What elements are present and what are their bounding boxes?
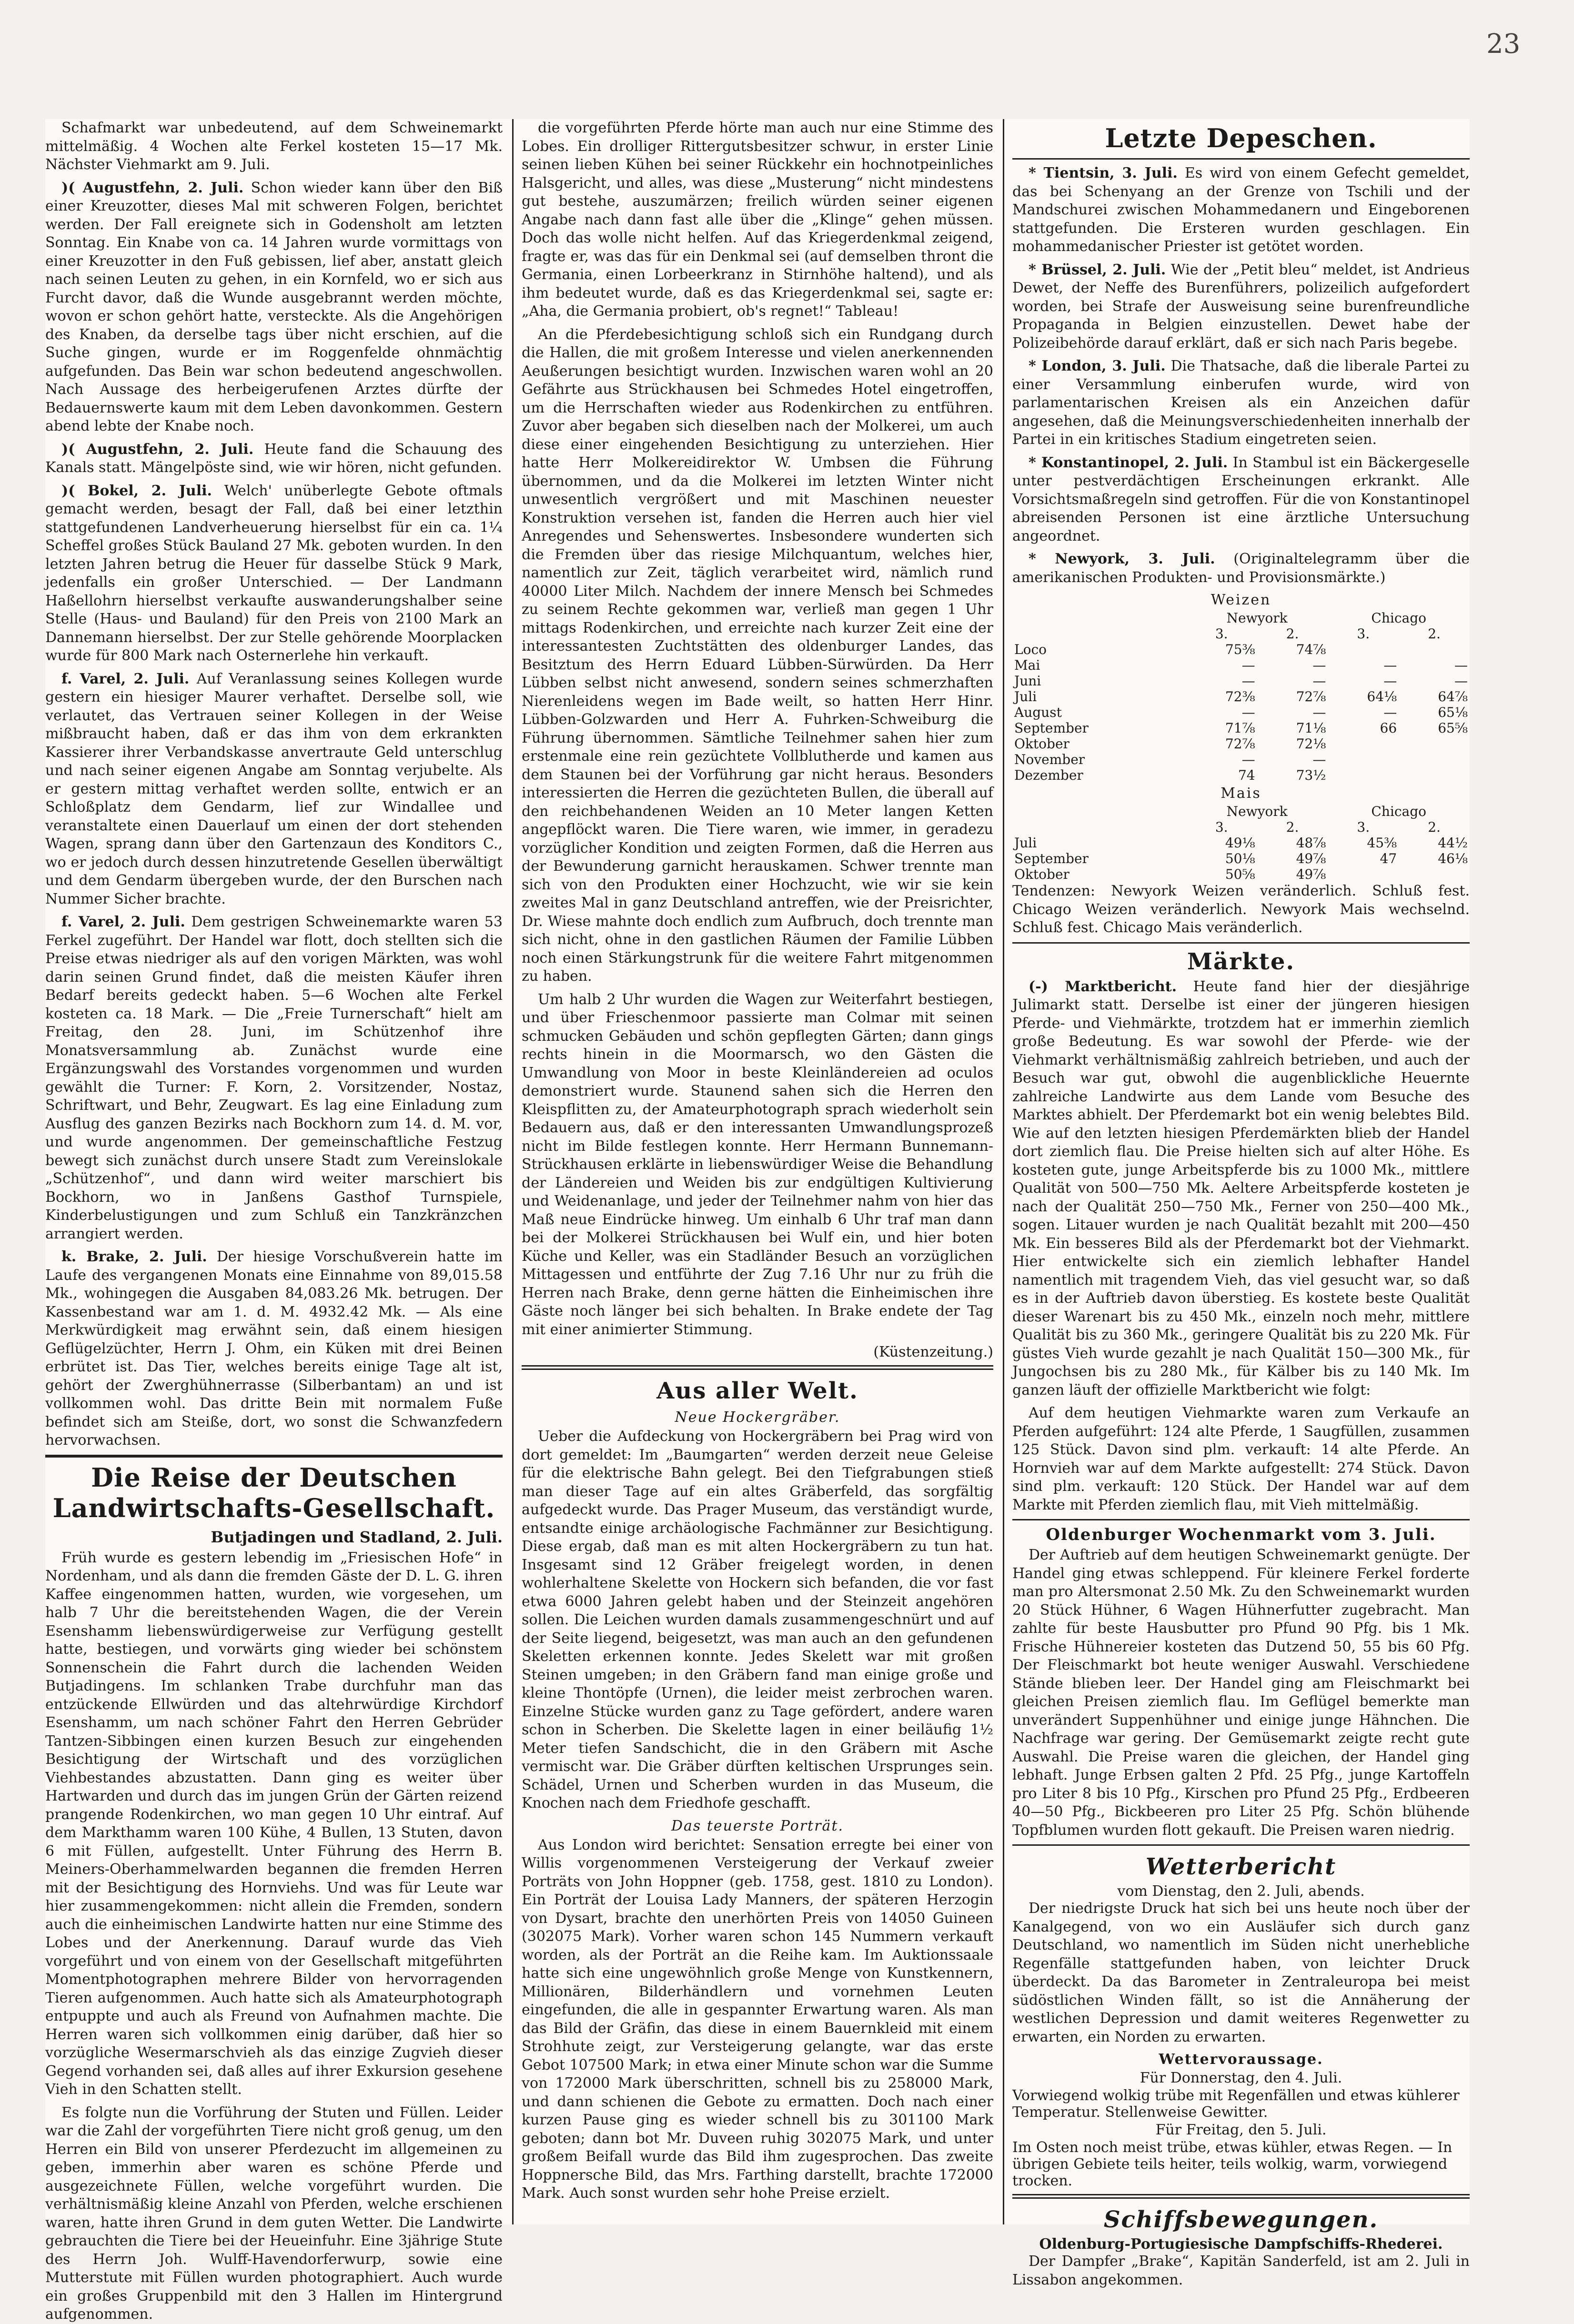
shipping-company: Oldenburg-Portugiesische Dampfschiffs-Rhederei. bbox=[1039, 2236, 1443, 2253]
forecast-line: Vorwiegend wolkig trübe mit Regenfällen und etwas kühlerer Temperatur. Stellenweise Gewitter. bbox=[1012, 2087, 1460, 2121]
column-rule bbox=[512, 119, 514, 2224]
month-label: Juni bbox=[1014, 673, 1041, 689]
column-rule bbox=[1003, 119, 1004, 2224]
section-title-dispatches: Letzte Depeschen. bbox=[1105, 123, 1377, 153]
price-cell: — bbox=[1241, 657, 1255, 673]
price-cell: 49⅛ bbox=[1225, 835, 1255, 851]
article-text: Es wird von einem Gefecht gemeldet, das bei Schenyang an der Grenze von Tschili und der Mandschurei zwischen Mohammedanern und Eingeborenen stattgefunden. Die Ersteren wurden geschlagen. Ein mohammedanischer Priester ist getötet worden. bbox=[1012, 165, 1470, 255]
price-cell: 47 bbox=[1380, 851, 1397, 866]
price-cell: 45⅜ bbox=[1367, 835, 1397, 851]
forecast-line: Für Freitag, den 5. Juli. bbox=[1155, 2122, 1327, 2138]
city-header: Newyork bbox=[1226, 610, 1288, 626]
price-cell bbox=[1328, 866, 1399, 882]
month-label: Loco bbox=[1014, 642, 1047, 657]
column-3 bbox=[1012, 119, 1470, 2288]
weather-date: vom Dienstag, den 2. Juli, abends. bbox=[1117, 1883, 1365, 1900]
article-text: Schon wieder kann über den Biß einer Kreuzotter, dieses Mal mit schweren Folgen, berichtet werden. Der Fall ereignete sich in Godensholt am letzten Sonntag. Ein Knabe von ca. 14 Jahren wurde vormittags von einer Kreuzotter in den Fuß gebissen, lief aber, anstatt gleich nach seinen Leuten zu gehen, in ein Kornfeld, wo er sich aus Furcht davor, daß die Wunde ausgebrannt werden möchte, wovon er schon gehört hatte, versteckte. Als die Angehörigen des Knaben, da derselbe tags über nicht erschien, auf die Suche gingen, wurde er im Roggenfelde ohnmächtig aufgefunden. Das Bein war schon bedeutend angeschwollen. Nach Aussage des herbeigerufenen Arztes dürfte der Bedauernswerte kaum mit dem Leben davonkommen. Gestern abend lebte der Knabe noch. bbox=[45, 179, 503, 434]
price-cell bbox=[1328, 767, 1399, 783]
month-label: Oktober bbox=[1014, 866, 1070, 882]
price-cell: 74 bbox=[1238, 767, 1255, 783]
date-header: 3. bbox=[1357, 626, 1370, 642]
price-cell: — bbox=[1383, 673, 1397, 689]
tendency: Tendenzen: Newyork Weizen veränderlich. Schluß fest. Chicago Weizen veränderlich. Newyork Mais wechselnd. Schluß fest. Chicago Mais veränderlich. bbox=[1012, 883, 1470, 936]
dateline: * Konstantinopel, 2. Juli. bbox=[1029, 454, 1228, 471]
date-header: 3. bbox=[1215, 819, 1228, 835]
table-row bbox=[1012, 752, 1470, 767]
dateline: )( Augustfehn, 2. Juli. bbox=[61, 179, 244, 196]
date-header: 2. bbox=[1286, 626, 1299, 642]
price-cell: 46⅛ bbox=[1438, 851, 1468, 866]
price-cell bbox=[1399, 736, 1470, 752]
article-paragraph bbox=[45, 1549, 503, 2099]
article-text: Die Thatsache, daß die liberale Partei zu einer Versammlung einberufen wurde, wird von parlamentarischen Kreisen als ein Anzeichen dafür angesehen, daß die Meinungsverschiedenheiten innerhalb der Partei in ein kritisches Stadium eingetreten seien. bbox=[1012, 358, 1470, 448]
dispatch bbox=[1012, 164, 1470, 256]
divider bbox=[1012, 2194, 1470, 2199]
dateline: f. Varel, 2. Juli. bbox=[61, 670, 190, 687]
news-item bbox=[45, 441, 503, 477]
divider bbox=[522, 1365, 993, 1370]
weekly-market: Der Auftrieb auf dem heutigen Schweinemarkt genügte. Der Handel ging etwas schleppend. Für kleinere Ferkel forderte man pro Altersmonat 2.50 Mk. Zu den Schweinemarkt wurden 20 Stück Hühner, 6 Wagen Hühnerfutter zugebracht. Man zahlte für beste Hausbutter pro Pfund 90 Pfg. bis 1 Mk. Frische Hühnereier kosteten das Dutzend 50, 55 bis 60 Pfg. Der Fleischmarkt bot heute weniger Auswahl. Verschiedene Stände blieben leer. Der Handel ging am Fleischmarkt bei gleichen Preisen ziemlich flau. Im Geflügel bemerkte man unverändert Suppenhühner und einige junge Hähnchen. Die Nachfrage war gering. Der Gemüsemarkt zeigte recht gute Auswahl. Die Preise waren die gleichen, der Handel ging lebhaft. Junge Erbsen galten 2 Pfd. 25 Pfg., junge Kartoffeln pro Liter 8 bis 10 Pfg., Kirschen pro Pfund 25 Pfg., Erdbeeren 40—50 Pfg., Bickbeeren pro Liter 25 Pfg. Schön blühende Topfblumen wurden flott gekauft. Die Preisen waren niedrig. bbox=[1012, 1547, 1470, 1839]
article-text: Auf Veranlassung seines Kollegen wurde gestern ein hiesiger Maurer verhaftet. Derselbe soll, wie verlautet, das Vertrauen seiner Kollegen in der Weise mißbraucht haben, daß er das ihm von dem erkrankten Kassierer ihrer Verbandskasse anvertraute Geld unterschlug und nach seiner eigenen Angabe am Sonntag verjubelte. Als er gestern mittag verhaftet werden sollte, entwich er an Schloßplatz dem Gendarm, lief zur Windallee und veranstaltete einen Dauerlauf um einen der dort stehenden Wagen, sprang dann über den Gartenzaun des Konditors C., wo er jedoch durch dessen hinzutretende Gesellen überwältigt und dem Gendarm übergeben wurde, der den Burschen nach Nummer Sicher brachte. bbox=[45, 670, 503, 907]
price-cell: — bbox=[1241, 704, 1255, 720]
month-label: November bbox=[1014, 752, 1085, 767]
date-header: 2. bbox=[1428, 819, 1441, 835]
price-cell: — bbox=[1312, 752, 1326, 767]
article-text: Welch' unüberlegte Gebote oftmals gemacht werden, besagt der Fall, daß bei einer letzthin stattgefundenen Landverheuerung hierselbst für ein ca. 1¼ Scheffel großes Stück Bauland 27 Mk. geboten wurden. In den letzten Jahren betrug die Heuer für dasselbe Stück 9 Mark, jedenfalls ein großer Unterschied. — Der Landmann Haßellohrn hierselbst verkaufte auswanderungshalber seine Stelle (Haus- und Bauland) für den Preis von 2100 Mark an Dannemann hierselbst. Der zur Stelle gehörende Moorplacken wurde für 800 Mark nach Osternerlehe hin verkauft. bbox=[45, 482, 503, 664]
price-cell: — bbox=[1241, 752, 1255, 767]
weather-report: Der niedrigste Druck hat sich bei uns heute noch über der Kanalgegend, von wo ein Ausläufer sich durch ganz Deutschland, wo namentlich im Süden nicht unerhebliche Regenfälle stattgefunden haben, von leichter Druck überdeckt. Da das Barometer in Zentraleuropa bei meist südöstlichen Winden fällt, so ist die Annäherung der westlichen Depression und damit weiteres Regenwetter zu erwarten, ein Norden zu erwarten. bbox=[1012, 1900, 1470, 2045]
news-item bbox=[45, 1248, 503, 1450]
section-title-markets: Märkte. bbox=[1187, 948, 1295, 975]
table-row bbox=[1012, 851, 1470, 866]
source-tag: (Küstenzeitung.) bbox=[873, 1344, 993, 1360]
price-cell: 71⅛ bbox=[1296, 720, 1326, 736]
price-cell bbox=[1328, 752, 1399, 767]
shipping-notice: Der Dampfer „Brake“, Kapitän Sanderfeld, ist am 2. Juli in Lissabon angekommen. bbox=[1012, 2253, 1470, 2288]
price-cell: — bbox=[1312, 657, 1326, 673]
story-title-graves: Neue Hockergräber. bbox=[675, 1409, 840, 1426]
article-text: Früh wurde es gestern lebendig im „Friesischen Hofe“ in Nordenham, und als dann die fremden Gäste der D. L. G. ihren Kaffee eingenommen hatten, wurden, wie vorgesehen, um halb 7 Uhr die bereitstehenden Wagen, die der Verein Esenshamm liebenswürdigerweise zur Verfügung gestellt hatte, bestiegen, und vorwärts ging wieder bei schönstem Sonnenschein die Fahrt durch die lachenden Weiden Butjadingens. Im schlanken Trabe durchfuhr man das entzückende Ellwürden und das altehrwürdige Kirchdorf Esenshamm, um nach schöner Fahrt den Herren Gebrüder Tantzen-Sibbingen einen kurzen Besuch zur eingehenden Besichtigung der Wirtschaft und des vorzüglichen Viehbestandes abzustatten. Dann ging es weiter über Hartwarden und durch das im jungen Grün der Gärten reizend prangende Rodenkirchen, wo man gegen 10 Uhr eintraf. Auf dem Markthamm waren 100 Kühe, 4 Bullen, 13 Stuten, davon 6 mit Füllen, aufgestellt. Unter Führung des Herrn B. Meiners-Oberhammelwarden begannen die fremden Herren mit der Besichtigung des Hornviehs. Und was für Leute war hier zusammengekommen: nicht allein die Fremden, sondern auch die einheimischen Landwirte hatten nur eine Stimme des Lobes und der Anerkennung. Darauf wurde das Vieh vorgeführt und von einem von der Gesellschaft mitgeführten Momentphotographen mehrere Bilder von hervorragenden Tieren aufgenommen. Auch hatte sich als Amateurphotograph entpuppte und auch als Freund von Aufnahmen machte. Die Herren waren sich vollkommen einig darüber, daß hier so vorzügliche Wesermarschvieh als das einzige Zugvieh dieser Gegend vorhanden sei, daß alles auf ihrer Exkursion gesehene Vieh in den Schatten stellt. bbox=[45, 1549, 503, 2098]
divider bbox=[1012, 1844, 1470, 1846]
article-text: (Originaltelegramm über die amerikanischen Produkten- und Provisionsmärkte.) bbox=[1012, 551, 1470, 586]
forecast bbox=[1012, 2070, 1470, 2189]
article-text: Auf dem heutigen Viehmarkte waren zum Verkaufe an Pferden aufgeführt: 124 alte Pferde, 1 Saugfüllen, zusammen 125 Stück. Davon sind plm. verkauft: 14 alte Pferde. An Hornvieh war auf dem Markte aufgestellt: 274 Stück. Davon sind plm. verkauft: 120 Stück. Der Handel war auf dem Markte mit Pferden ziemlich flau, mit Vieh mittelmäßig. bbox=[1012, 1405, 1470, 1513]
date-header: 3. bbox=[1357, 819, 1370, 835]
price-cell: 49⅞ bbox=[1296, 851, 1326, 866]
market-reports bbox=[1012, 978, 1470, 1515]
article-text: In Stambul ist ein Bäckergeselle unter pestverdächtigen Erscheinungen erkrankt. Alle Vorsichtsmaßregeln sind getroffen. Für die von Konstantinopel abreisenden Personen ist eine ärztliche Untersuchung angeordnet. bbox=[1012, 454, 1470, 544]
newspaper-page bbox=[45, 119, 1470, 2323]
table-row bbox=[1012, 866, 1470, 882]
forecast-title: Wettervoraussage. bbox=[1159, 2051, 1323, 2068]
month-label: September bbox=[1014, 720, 1089, 736]
article-paragraph bbox=[522, 119, 993, 321]
article-paragraph bbox=[45, 2104, 503, 2324]
dispatch bbox=[1012, 454, 1470, 546]
dispatches bbox=[1012, 164, 1470, 587]
dateline: * Newyork, 3. Juli. bbox=[1029, 551, 1215, 567]
month-label: Juli bbox=[1014, 835, 1037, 851]
forecast-line: Im Osten noch meist trübe, etwas kühler, etwas Regen. — In übrigen Gebiete teils heiter, teils wolkig, warm, vorwiegend trocken. bbox=[1012, 2139, 1453, 2189]
month-label: Oktober bbox=[1014, 736, 1070, 752]
dateline: * Brüssel, 2. Juli. bbox=[1029, 261, 1166, 278]
date-header: 2. bbox=[1428, 626, 1441, 642]
article-text: Schafmarkt war unbedeutend, auf dem Schweinemarkt mittelmäßig. 4 Wochen alte Ferkel kosteten 15—17 Mk. Nächster Viehmarkt am 9. Juli. bbox=[45, 120, 503, 173]
market-report bbox=[1012, 978, 1470, 1400]
price-cell: 49⅞ bbox=[1296, 866, 1326, 882]
section-title-ships: Schiffsbewegungen. bbox=[1103, 2206, 1379, 2233]
column-2 bbox=[522, 119, 993, 2224]
wheat-title: Weizen bbox=[1211, 592, 1271, 608]
market-report bbox=[1012, 1404, 1470, 1514]
price-cell: 74⅞ bbox=[1296, 642, 1326, 657]
article-text: Heute fand hier der diesjährige Julimarkt statt. Derselbe ist einer der jüngeren hiesigen Pferde- und Viehmärkte, trotzdem hat er immerhin ziemlich große Bedeutung. Es war sowohl der Pferde- wie der Viehmarkt verhältnismäßig zahlreich betrieben, und auch der Besuch war gut, obwohl die augenblickliche Heuernte zahlreiche Landwirte aus dem Lande vom Besuche des Marktes abhielt. Der Pferdemarkt bot ein wenig belebtes Bild. Wie auf den letzten hiesigen Pferdemärkten blieb der Handel dort ziemlich flau. Die Preise hielten sich auf alter Höhe. Es kosteten gute, junge Arbeitspferde bis zu 1000 Mk., mittlere Qualität von 500—750 Mk. Aeltere Arbeitspferde kosteten je nach der Qualität 250—750 Mk., Ferner von 250—400 Mk., sogen. Litauer wurden je nach Qualität bezahlt mit 200—450 Mk. Ein besseres Bild als der Pferdemarkt bot der Viehmarkt. Hier entwickelte sich ein ziemlich lebhafter Handel namentlich mit tragendem Vieh, das viel gesucht war, so daß es in der Auftrieb davon überstieg. Es kostete beste Qualität dieser Warenart bis zu 450 Mk., einzeln noch mehr, mittlere Qualität bis zu 360 Mk., geringere Qualität bis zu 220 Mk. Für güstes Vieh wurde gezahlt je nach Qualität 150—300 Mk., für Jungochsen bis zu 280 Mk., für Kälber bis zu 140 Mk. Im ganzen läuft der offizielle Marktbericht wie folgt: bbox=[1012, 978, 1470, 1398]
date-header: 3. bbox=[1215, 626, 1228, 642]
dateline: Butjadingen und Stadland, 2. Juli. bbox=[211, 1528, 503, 1546]
price-cell: — bbox=[1454, 657, 1468, 673]
article-paragraph bbox=[522, 326, 993, 986]
price-cell: 71⅞ bbox=[1225, 720, 1255, 736]
dateline: * Tientsin, 3. Juli. bbox=[1029, 165, 1178, 181]
divider bbox=[1012, 1519, 1470, 1520]
city-header: Chicago bbox=[1371, 804, 1426, 819]
price-cell bbox=[1399, 642, 1470, 657]
price-cell bbox=[1399, 752, 1470, 767]
table-row bbox=[1012, 835, 1470, 851]
table-row bbox=[1012, 767, 1470, 783]
dispatch bbox=[1012, 261, 1470, 353]
price-cell: 66 bbox=[1380, 720, 1397, 736]
story-portrait: Aus London wird berichtet: Sensation erregte bei einer von Willis vorgenommenen Versteigerung der Verkauf zweier Porträts von John Hoppner (geb. 1758, gest. 1810 zu London). Ein Porträt der Louisa Lady Manners, der späteren Herzogin von Dysart, brachte den unerhörten Preis von 14050 Guineen (302075 Mark). Vorher waren schon 145 Nummern verkauft worden, als der Porträt an die Reihe kam. Im Auktionssaale hatte sich eine ungewöhnlich große Menge von Kunstkennern, Millionären, Bilderhändlern und vornehmen Leuten eingefunden, die alle in gespannter Erwartung waren. Als man das Bild der Gräfin, das diese in einem Bauernkleid mit einem Strohhute zeigt, zur Versteigerung gelangte, war das erste Gebot 107500 Mark; in etwa einer Minute schon war die Summe von 172000 Mark überschritten, schnell bis zu 258000 Mark, und dann schienen die Gebote zu ermatten. Doch nach einer kurzen Pause ging es wieder schnell bis zu 301100 Mark geboten; dann bot Mr. Duveen ruhig 302075 Mark, und unter großem Beifall wurde das Bild ihm zugesprochen. Das zweite Hoppnersche Bild, das Mrs. Farthing darstellt, brachte 172000 Mark. Auch sonst wurden sehr hohe Preise erzielt. bbox=[522, 1836, 993, 2202]
news-item bbox=[45, 913, 503, 1243]
news-item bbox=[45, 179, 503, 436]
dlg-trip-article bbox=[45, 1549, 503, 2324]
table-row bbox=[1012, 689, 1470, 704]
article-text: die vorgeführten Pferde hörte man auch nur eine Stimme des Lobes. Ein drolliger Rittergutsbesitzer schwur, in erster Linie seinen lieben Kühen bei seiner Rückkehr ein hochnotpeinliches Halsgericht, und alles, was diese „Musterung“ nicht mindestens gut bestehe, auszumärzen; freilich würden seiner eigenen Angabe nach dann fast alle über die „Klinge“ gehen müssen. Doch das wolle nicht helfen. Auf das Kriegerdenkmal zeigend, fragte er, was das für ein Denkmal sei (auf demselben thront die Germania, einen Lorbeerkranz in Stirnhöhe haltend), und als ihm bedeutet wurde, daß es das Kriegerdenkmal sei, sagte er: „Aha, die Germania probiert, ob's regnet!“ Tableau! bbox=[522, 120, 993, 320]
section-title-weather: Wetterbericht bbox=[1145, 1853, 1337, 1880]
dateline: )( Bokel, 2. Juli. bbox=[61, 482, 212, 499]
date-header: 2. bbox=[1286, 819, 1299, 835]
table-row bbox=[1012, 642, 1470, 657]
dateline: )( Augustfehn, 2. Juli. bbox=[61, 441, 254, 458]
price-cell: 75⅜ bbox=[1225, 642, 1255, 657]
forecast-line: Für Donnerstag, den 4. Juli. bbox=[1140, 2070, 1342, 2086]
month-label: Mai bbox=[1014, 657, 1040, 673]
news-item bbox=[45, 670, 503, 909]
article-text: Dem gestrigen Schweinemarkte waren 53 Ferkel zugeführt. Der Handel war flott, doch stellten sich die Preise etwas niedriger als auf den vorigen Märkten, was wohl darin seinen Grund findet, daß die meisten Käufer ihren Bedarf bereits gedeckt haben. 5—6 Wochen alte Ferkel kosteten ca. 18 Mark. — Die „Freie Turnerschaft“ hielt am Freitag, den 28. Juni, im Schützenhof ihre Monatsversammlung ab. Zunächst wurde eine Ergänzungswahl des Vorstandes vorgenommen und wurden gewählt die Turner: F. Korn, 2. Vorsitzender, Nostaz, Schriftwart, und Behr, Zeugwart. Es lag eine Einladung zum Ausflug des ganzen Bezirks nach Bockhorn zum 14. d. M. vor, und wurde angenommen. Der gemeinschaftliche Festzug bewegt sich zunächst durch unsere Stadt zum Vereinslokale „Schützenhof“, und dann wird weiter marschiert bis Bockhorn, wo in Janßens Gasthof Turnspiele, Kinderbelustigungen und zum Schluß ein Tanzkränzchen arrangiert werden. bbox=[45, 914, 503, 1242]
article-text: Es folgte nun die Vorführung der Stuten und Füllen. Leider war die Zahl der vorgeführten Tiere nicht groß genug, um den Herren ein Bild von unserer Pferdezucht im allgemeinen zu geben, immerhin aber waren es schöne Pferde und ausgezeichnete Füllen, welche vorgeführt wurden. Die verhältnismäßig kleine Anzahl von Pferden, welche erschienen waren, hatte ihren Grund in dem guten Wetter. Die Landwirte gebrauchten die Tiere bei der Heueinfuhr. Eine 3jährige Stute des Herrn Joh. Wulff-Havendorferwurp, sowie eine Mutterstute mit Füllen wurden photographiert. Auch wurde ein großes Gruppenbild mit den 3 Hallen im Hintergrund aufgenommen. bbox=[45, 2104, 503, 2323]
page-number: 23 bbox=[1486, 29, 1521, 60]
price-cell: 65⅛ bbox=[1438, 704, 1468, 720]
month-label: August bbox=[1014, 704, 1062, 720]
dispatch bbox=[1012, 357, 1470, 449]
price-cell: 44½ bbox=[1438, 835, 1468, 851]
city-header: Newyork bbox=[1226, 804, 1288, 819]
article-text: Heute fand die Schauung des Kanals statt. Mängelpöste sind, wie wir hören, nicht gefunden. bbox=[45, 441, 503, 476]
table-row bbox=[1012, 673, 1470, 689]
month-label: Dezember bbox=[1014, 767, 1083, 783]
column-1 bbox=[45, 119, 503, 2323]
article-text: An die Pferdebesichtigung schloß sich ein Rundgang durch die Hallen, die mit großem Interesse und vielen anerkennenden Aeußerungen besichtigt wurden. Inzwischen waren wohl an 20 Gefährte aus Strückhausen bei Schmedes Hotel eingetroffen, um die Herrschaften wieder aus Rodenkirchen zu entführen. Zuvor aber begaben sich dieselben nach der Molkerei, um auch diese einer eingehenden Besichtigung zu unterziehen. Hier hatte Herr Molkereidirektor W. Umbsen die Führung übernommen, und da die Molkerei im letzten Winter nicht unwesentlich vergrößert und mit Maschinen neuester Konstruktion versehen ist, fanden die Herren auch hier viel Anregendes und Sehenswertes. Insbesondere wunderten sich die Fremden über das riesige Milchquantum, welches hier, namentlich zur Zeit, täglich verarbeitet wird, nämlich rund 40000 Liter Milch. Nachdem der innere Mensch bei Schmedes zu seinem Rechte gekommen war, verließ man gegen 1 Uhr mittags Rodenkirchen, und erreichte nach kurzer Zeit eine der interessantesten Zuchtstätten des oldenburger Landes, das Besitztum des Herrn Eduard Lübben-Sürwürden. Da Herr Lübben selbst nicht anwesend, sondern seines schmerzhaften Nierenleidens wegen im Bade weilt, so hatten Herr Hinr. Lübben-Golzwarden und Herr A. Fuhrken-Schweiburg die Führung übernommen. Sämtliche Teilnehmer sahen hier zum erstenmale eine rein gezüchtete Vollblutherde und kamen aus dem Staunen bei der Vorführung gar nicht heraus. Besonders interessierten die Herren die gezüchteten Bullen, die überall auf den reichbehandenen Weiden an 10 Meter langen Ketten angepflöckt waren. Die Tiere waren, wie immer, in geradezu vorzüglicher Kondition und zeigten Formen, daß die Herren aus der Bewunderung garnicht herauskamen. Schwer trennte man sich von den Produkten einer Hochzucht, wie wir sie kein zweites Mal in ganz Deutschland antreffen, wie der Preisrichter, Dr. Wiese mahnte doch endlich zum Aufbruch, doch trennte man sich nicht, ohne in den gastlichen Räumen der Familie Lübben noch einen Stärkungstrunk für die weitere Fahrt mitgenommen zu haben. bbox=[522, 326, 993, 985]
price-cell: 64⅛ bbox=[1367, 689, 1397, 704]
weekly-market-title: Oldenburger Wochenmarkt vom 3. Juli. bbox=[1046, 1525, 1436, 1544]
story-title-portrait: Das teuerste Porträt. bbox=[671, 1817, 844, 1834]
city-header: Chicago bbox=[1371, 610, 1426, 626]
price-cell: 65⅝ bbox=[1438, 720, 1468, 736]
dateline: f. Varel, 2. Juli. bbox=[61, 914, 185, 930]
maize-price-table bbox=[1012, 804, 1470, 882]
article-text: Wie der „Petit bleu“ meldet, ist Andrieus Dewet, der Neffe des Burenführers, polizeilich aufgefordert worden, bei Strafe der Ausweisung seine burenfreundliche Propaganda in Belgien einzustellen. Dewet habe der Polizeibehörde darauf erklärt, daß er sich nach Paris begebe. bbox=[1012, 261, 1470, 352]
price-cell: 73½ bbox=[1296, 767, 1326, 783]
price-cell: — bbox=[1454, 673, 1468, 689]
section-title-world: Aus aller Welt. bbox=[656, 1378, 858, 1404]
wheat-price-table bbox=[1012, 610, 1470, 783]
table-row bbox=[1012, 704, 1470, 720]
price-cell: 72⅞ bbox=[1296, 689, 1326, 704]
price-cell: — bbox=[1312, 704, 1326, 720]
price-cell: 48⅞ bbox=[1296, 835, 1326, 851]
price-cell: 72⅞ bbox=[1225, 736, 1255, 752]
divider bbox=[1012, 942, 1470, 944]
price-cell: 72⅜ bbox=[1225, 689, 1255, 704]
price-cell: 72⅛ bbox=[1296, 736, 1326, 752]
dateline: * London, 3. Juli. bbox=[1029, 358, 1166, 374]
news-item bbox=[45, 119, 503, 174]
price-cell: — bbox=[1383, 657, 1397, 673]
price-cell: 50⅝ bbox=[1225, 866, 1255, 882]
article-text: Der hiesige Vorschußverein hatte im Laufe des vergangenen Monats eine Einnahme von 89,015.58 Mk., wohingegen die Ausgaben 84,083.26 Mk. betrugen. Der Kassenbestand war am 1. d. M. 4932.42 Mk. — Als eine Merkwürdigkeit mag erwähnt sein, daß einem hiesigen Geflügelzüchter, Herrn J. Ohm, ein Küken mit drei Beinen erbrütet ist. Das Tier, welches bereits einige Tage alt ist, gehört der Zwerghühnerrasse (Silberbantam) an und ist vollkommen wohl. Das dritte Bein mit normalem Fuße befindet sich am Steiße, dort, wo sonst die Schwanzfedern hervorwachsen. bbox=[45, 1248, 503, 1449]
dateline: (-) Marktbericht. bbox=[1029, 978, 1177, 995]
month-label: September bbox=[1014, 851, 1089, 866]
price-cell: 50⅛ bbox=[1225, 851, 1255, 866]
article-paragraph bbox=[522, 991, 993, 1339]
price-cell: 64⅞ bbox=[1438, 689, 1468, 704]
price-cell bbox=[1328, 736, 1399, 752]
price-cell bbox=[1328, 642, 1399, 657]
table-row bbox=[1012, 720, 1470, 736]
price-cell: — bbox=[1312, 673, 1326, 689]
headline-dlg-trip: Die Reise der Deutschen Landwirtschafts-Gesellschaft. bbox=[52, 1462, 495, 1523]
news-item bbox=[45, 482, 503, 665]
table-row bbox=[1012, 657, 1470, 673]
dateline: k. Brake, 2. Juli. bbox=[61, 1248, 207, 1265]
table-row bbox=[1012, 736, 1470, 752]
price-cell: — bbox=[1241, 673, 1255, 689]
dispatch bbox=[1012, 550, 1470, 587]
dlg-trip-continued bbox=[522, 119, 993, 1339]
story-graves: Ueber die Aufdeckung von Hockergräbern bei Prag wird von dort gemeldet: Im „Baumgarten“ werden derzeit neue Geleise für die elektrische Bahn gelegt. Bei den Tiefgrabungen stieß man dieser Tage auf ein altes Gräberfeld, das sorgfältig aufgedeckt wurde. Das Prager Museum, das verständigt wurde, entsandte einige archäologische Fachmänner zur Besichtigung. Diese ergab, daß man es mit alten Hockergräbern zu tun hat. Insgesamt sind 12 Gräber freigelegt worden, in denen wohlerhaltene Skelette von Hockern sich befanden, die vor fast etwa 6000 Jahren gelebt haben und der Steinzeit angehören sollen. Die Leichen wurden damals zusammengeschnürt und auf der Seite liegend, beigesetzt, was man auch an den gefundenen Skeletten erkennen konnte. Jedes Skelett war mit großen Steinen umgeben; in den Gräbern fand man einige große und kleine Thontöpfe (Urnen), die leider meist zerbrochen waren. Einzelne Stücke wurden ganz zu Tage gefördert, andere waren schon in Scherben. Die Skelette lagen in einer beiläufig 1½ Meter tiefen Sandschicht, die in den Gräbern mit Asche vermischt war. Die Gräber dürften keltischen Ursprunges sein. Schädel, Urnen und Scherben wurden in das Museum, die Knochen nach dem Friedhofe geschafft. bbox=[522, 1428, 993, 1811]
price-cell bbox=[1399, 767, 1470, 783]
maize-title: Mais bbox=[1221, 785, 1261, 802]
divider bbox=[1012, 158, 1470, 160]
price-cell bbox=[1399, 866, 1470, 882]
local-news bbox=[45, 119, 503, 1450]
month-label: Juli bbox=[1014, 689, 1037, 704]
price-cell: — bbox=[1383, 704, 1397, 720]
article-text: Um halb 2 Uhr wurden die Wagen zur Weiterfahrt bestiegen, und über Frieschenmoor passierte man Colmar mit seinen schmucken Gebäuden und schön gepflegten Gärten; dann gings rechts hinein in die Moormarsch, wo den Gästen die Umwandlung von Moor in beste Kleinländereien ad oculos demonstriert wurde. Staunend sahen sich die Herren den Kleispflitten zu, der Amateurphotograph sprach wiederholt sein Bedauern aus, daß er den interessanten Umwandlungsprozeß nicht im Bilde festlegen konnte. Herr Hermann Bunnemann-Strückhausen erklärte in liebenswürdiger Weise die Behandlung der Ländereien und Weiden bis zur endgültigen Kultivierung und Weidenanlage, und jeder der Teilnehmer nahm von hier das Maß neue Eindrücke hinweg. Um einhalb 6 Uhr traf man dann bei der Molkerei Strückhausen bei Wulf ein, und hier boten Küche und Keller, was ein Stadländer Besuch an vorzüglichen Mittagessen und entführte der Zug 7.16 Uhr nur zu früh die Herren nach Brake, denn gerne hätten die Einheimischen ihre Gäste noch länger bei sich behalten. In Brake endete der Tag mit einer animierter Stimmung. bbox=[522, 991, 993, 1338]
divider bbox=[45, 1455, 503, 1458]
